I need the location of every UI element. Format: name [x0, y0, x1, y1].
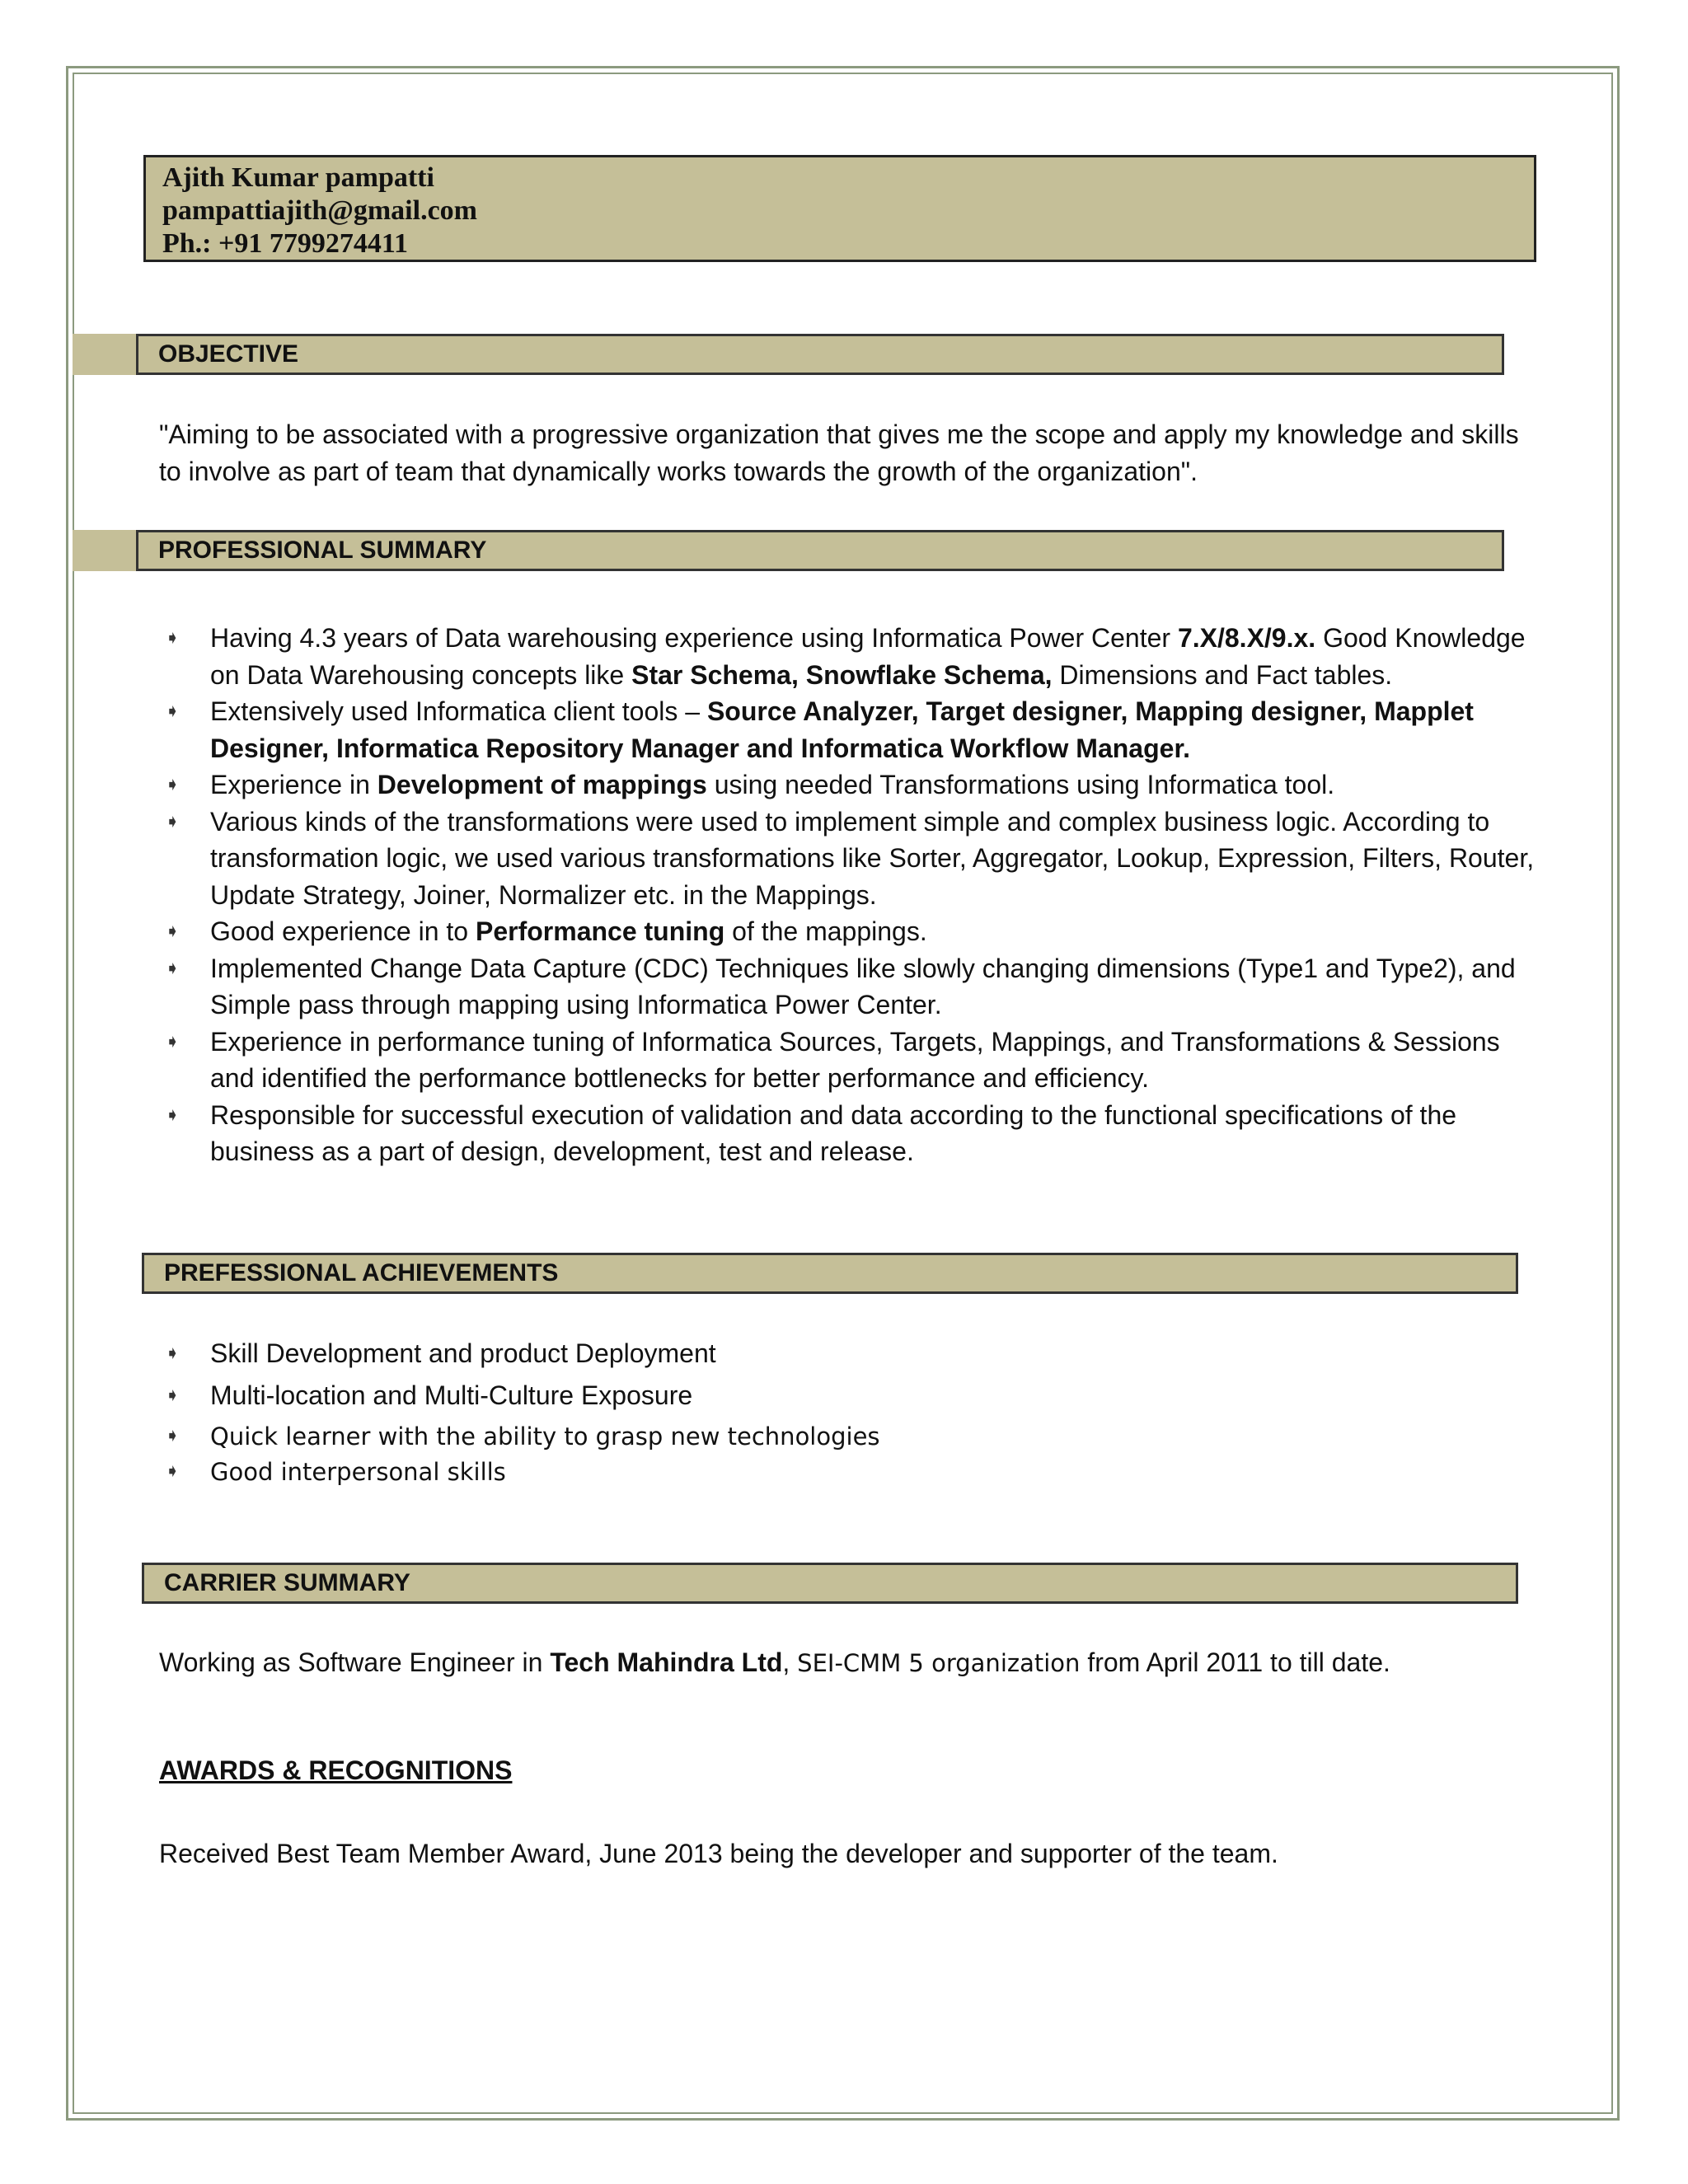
arrow-bullet-icon: ➧ — [165, 957, 181, 978]
list-item: ➧ Having 4.3 years of Data warehousing experience using Informatica Power Center 7.X/8.X/9.x. Good Knowledge on Data Warehousing concepts like Star Schema, Snowflake Schema, Dimensions and Fact tables. — [210, 620, 1537, 693]
awards-heading: AWARDS & RECOGNITIONS — [159, 1755, 513, 1785]
summary-list — [165, 620, 1537, 1170]
arrow-bullet-icon: ➧ — [165, 1104, 181, 1125]
list-item: ➧ Various kinds of the transformations were used to implement simple and complex business logic. According to transformation logic, we used various transformations like Sorter, Aggregator, Lookup, Expression, Filters, Router, Update Strategy, Joiner, Normalizer etc. in the Mappings. — [210, 804, 1537, 914]
arrow-bullet-icon: ➧ — [165, 1425, 181, 1446]
list-item: ➧ Experience in performance tuning of Informatica Sources, Targets, Mappings, and Transformations & Sessions and identified the performance bottlenecks for better performance and efficiency. — [210, 1024, 1537, 1097]
summary-heading: PROFESSIONAL SUMMARY — [136, 530, 1504, 571]
list-item: ➧ Good experience in to Performance tuning of the mappings. — [210, 913, 1537, 950]
career-heading: CARRIER SUMMARY — [142, 1563, 1518, 1604]
list-item: ➧ Extensively used Informatica client tools – Source Analyzer, Target designer, Mapping designer, Mapplet Designer, Informatica Repository Manager and Informatica Workflow Manager. — [210, 693, 1537, 766]
list-item: ➧ Responsible for successful execution of validation and data according to the functional specifications of the business as a part of design, development, test and release. — [210, 1097, 1537, 1170]
arrow-bullet-icon: ➧ — [165, 810, 181, 832]
section-tab — [73, 334, 138, 375]
list-item: ➧ Skill Development and product Deployment — [210, 1335, 1537, 1372]
arrow-bullet-icon: ➧ — [165, 701, 181, 721]
career-text: Working as Software Engineer in Tech Mahindra Ltd, SEI-CMM 5 organization from April 2011 to till date. — [159, 1647, 1390, 1677]
candidate-email: pampattiajith@gmail.com — [162, 195, 477, 226]
candidate-name: Ajith Kumar pampatti — [162, 162, 434, 193]
arrow-bullet-icon: ➧ — [165, 1384, 181, 1405]
arrow-bullet-icon: ➧ — [165, 627, 181, 648]
achievements-heading: PREFESSIONAL ACHIEVEMENTS — [142, 1253, 1518, 1294]
objective-heading: OBJECTIVE — [136, 334, 1504, 375]
list-item: ➧ Experience in Development of mappings using needed Transformations using Informatica tool. — [210, 766, 1537, 804]
contact-header — [143, 155, 1536, 262]
arrow-bullet-icon: ➧ — [165, 1460, 181, 1481]
arrow-bullet-icon: ➧ — [165, 1030, 181, 1052]
awards-text: Received Best Team Member Award, June 2013 being the developer and supporter of the team. — [159, 1839, 1278, 1868]
arrow-bullet-icon: ➧ — [165, 921, 181, 941]
arrow-bullet-icon: ➧ — [165, 774, 181, 794]
achievements-list — [165, 1335, 1537, 1489]
objective-text: "Aiming to be associated with a progressive organization that gives me the scope and apply my knowledge and skills to involve as part of team that dynamically works towards the growth of the organization". — [159, 419, 1519, 486]
arrow-bullet-icon: ➧ — [165, 1343, 181, 1363]
list-item: ➧ Multi-location and Multi-Culture Exposure — [210, 1377, 1537, 1414]
list-item: ➧ Quick learner with the ability to grasp new technologies — [210, 1418, 1537, 1454]
list-item: ➧ Good interpersonal skills — [210, 1454, 1537, 1489]
section-tab — [73, 530, 138, 571]
list-item: ➧ Implemented Change Data Capture (CDC) Techniques like slowly changing dimensions (Type1 and Type2), and Simple pass through mapping using Informatica Power Center. — [210, 950, 1537, 1024]
candidate-phone: Ph.: +91 7799274411 — [162, 228, 408, 259]
